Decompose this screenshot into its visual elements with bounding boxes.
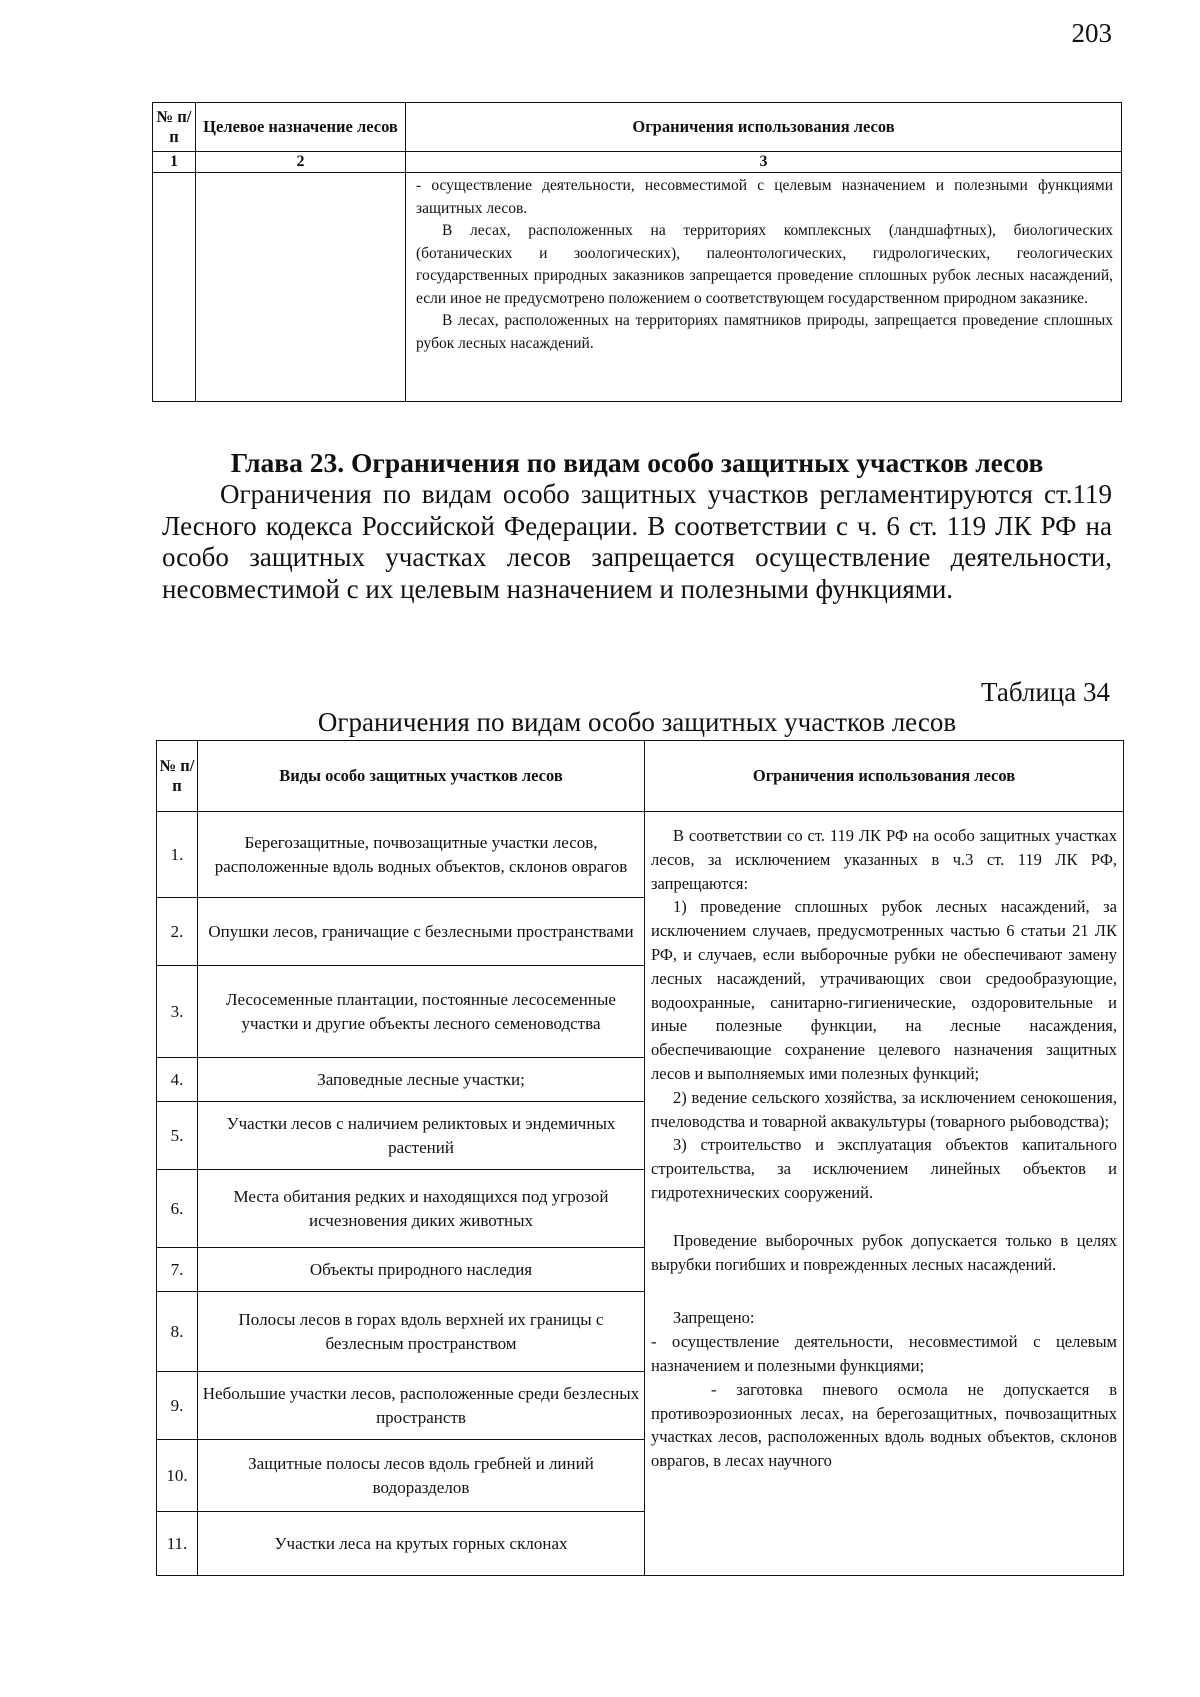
restriction-paragraph: 2) ведение сельского хозяйства, за исключением сенокошения, пчеловодства и товарной аквакультуры (товарного рыбоводства); [651, 1087, 1117, 1131]
restriction-paragraph: Проведение выборочных рубок допускается только в целях вырубки погибших и поврежденных лесных насаждений. [651, 1230, 1117, 1274]
column-number-row [153, 152, 1122, 173]
area-type: Заповедные лесные участки; [198, 1058, 645, 1102]
area-type: Полосы лесов в горах вдоль верхней их границы с безлесным пространством [198, 1292, 645, 1372]
restrictions-cell [406, 173, 1122, 402]
row-number: 9. [157, 1372, 198, 1440]
row-number: 5. [157, 1102, 198, 1170]
header-purpose: Целевое назначение лесов [196, 103, 406, 152]
empty-cell [153, 173, 196, 402]
row-number: 1. [157, 812, 198, 898]
page-number: 203 [1071, 18, 1112, 48]
chapter-title: Глава 23. Ограничения по видам особо защитных участков лесов [230, 447, 1044, 478]
restriction-paragraph: В лесах, расположенных на территориях памятников природы, запрещается проведение сплошных рубок лесных насаждений. [416, 312, 1113, 352]
row-number: 2. [157, 898, 198, 966]
area-type: Участки лесов с наличием реликтовых и эндемичных растений [198, 1102, 645, 1170]
row-number: 11. [157, 1512, 198, 1576]
area-type: Небольшие участки лесов, расположенные среди безлесных пространств [198, 1372, 645, 1440]
row-number: 10. [157, 1440, 198, 1512]
restriction-paragraph: Запрещено: [673, 1308, 755, 1328]
area-type: Берегозащитные, почвозащитные участки лесов, расположенные вдоль водных объектов, склонов оврагов [198, 812, 645, 898]
row-number: 4. [157, 1058, 198, 1102]
area-type: Объекты природного наследия [198, 1248, 645, 1292]
restriction-paragraph: В лесах, расположенных на территориях комплексных (ландшафтных), биологических (ботанических и зоологических), палеонтологических, гидрологических, геологических государственных природных заказников запрещается проведение сплошных рубок лесных насаждений, если иное не предусмотрено положением о соответствующем государственном природном заказнике. [416, 222, 1113, 307]
row-number: 7. [157, 1248, 198, 1292]
empty-cell [196, 173, 406, 402]
area-type: Места обитания редких и находящихся под угрозой исчезновения диких животных [198, 1170, 645, 1248]
restriction-paragraph: 3) строительство и эксплуатация объектов капитального строительства, за исключением линейных объектов и гидротехнических сооружений. [651, 1135, 1117, 1202]
restrictions-cell [645, 812, 1124, 1576]
restriction-paragraph: - осуществление деятельности, несовместимой с целевым назначением и полезными функциями защитных лесов. [416, 177, 1113, 217]
area-type: Защитные полосы лесов вдоль гребней и линий водоразделов [198, 1440, 645, 1512]
restriction-paragraph: - заготовка пневого осмола не допускается в противоэрозионных лесах, на берегозащитных, почвозащитных участках лесов, расположенных вдоль водных объектов, склонов оврагов, в лесах научного [651, 1379, 1117, 1471]
table-title: Ограничения по видам особо защитных участков лесов [317, 707, 957, 737]
table-header-row [157, 741, 1124, 812]
restriction-paragraph: В соответствии со ст. 119 ЛК РФ на особо защитных участках лесов, за исключением указанных в ч.3 ст. 119 ЛК РФ, запрещаются: [651, 826, 1117, 893]
restriction-paragraph: 1) проведение сплошных рубок лесных насаждений, за исключением случаев, предусмотренных частью 6 статьи 21 ЛК РФ, и случаев, если выборочные рубки не обеспечивают замену лесных насаждений, утрачивающих свои средообразующие, водоохранные, санитарно-гигиенические, оздоровительные и иные полезные функции, на лесные насаждения, обеспечивающие сохранение целевого назначения защитных лесов и выполняемых ими полезных функций; [651, 897, 1117, 1083]
column-number: 1 [153, 152, 196, 173]
header-num: № п/п [157, 741, 198, 812]
table-caption: Таблица 34 [981, 677, 1110, 707]
area-type: Опушки лесов, граничащие с безлесными пространствами [198, 898, 645, 966]
row-number: 8. [157, 1292, 198, 1372]
header-restrictions: Ограничения использования лесов [645, 741, 1124, 812]
area-type: Лесосеменные плантации, постоянные лесосеменные участки и другие объекты лесного семеноводства [198, 966, 645, 1058]
table-row [153, 173, 1122, 402]
header-area-type: Виды особо защитных участков лесов [198, 741, 645, 812]
table-row [157, 812, 1124, 898]
chapter-paragraph: Ограничения по видам особо защитных участков регламентируются ст.119 Лесного кодекса Российской Федерации. В соответствии с ч. 6 ст. 119 ЛК РФ на особо защитных участках лесов запрещается осуществление деятельности, несовместимой с их целевым назначением и полезными функциями. [162, 479, 1112, 604]
restrictions-table [156, 740, 1124, 1576]
row-number: 3. [157, 966, 198, 1058]
restriction-paragraph: - осуществление деятельности, несовместимой с целевым назначением и полезными функциями; [651, 1332, 1117, 1375]
column-number: 3 [406, 152, 1122, 173]
header-num: № п/п [153, 103, 196, 152]
table-header-row [153, 103, 1122, 152]
column-number: 2 [196, 152, 406, 173]
continuation-table [152, 102, 1122, 402]
row-number: 6. [157, 1170, 198, 1248]
header-restrictions: Ограничения использования лесов [406, 103, 1122, 152]
area-type: Участки леса на крутых горных склонах [198, 1512, 645, 1576]
